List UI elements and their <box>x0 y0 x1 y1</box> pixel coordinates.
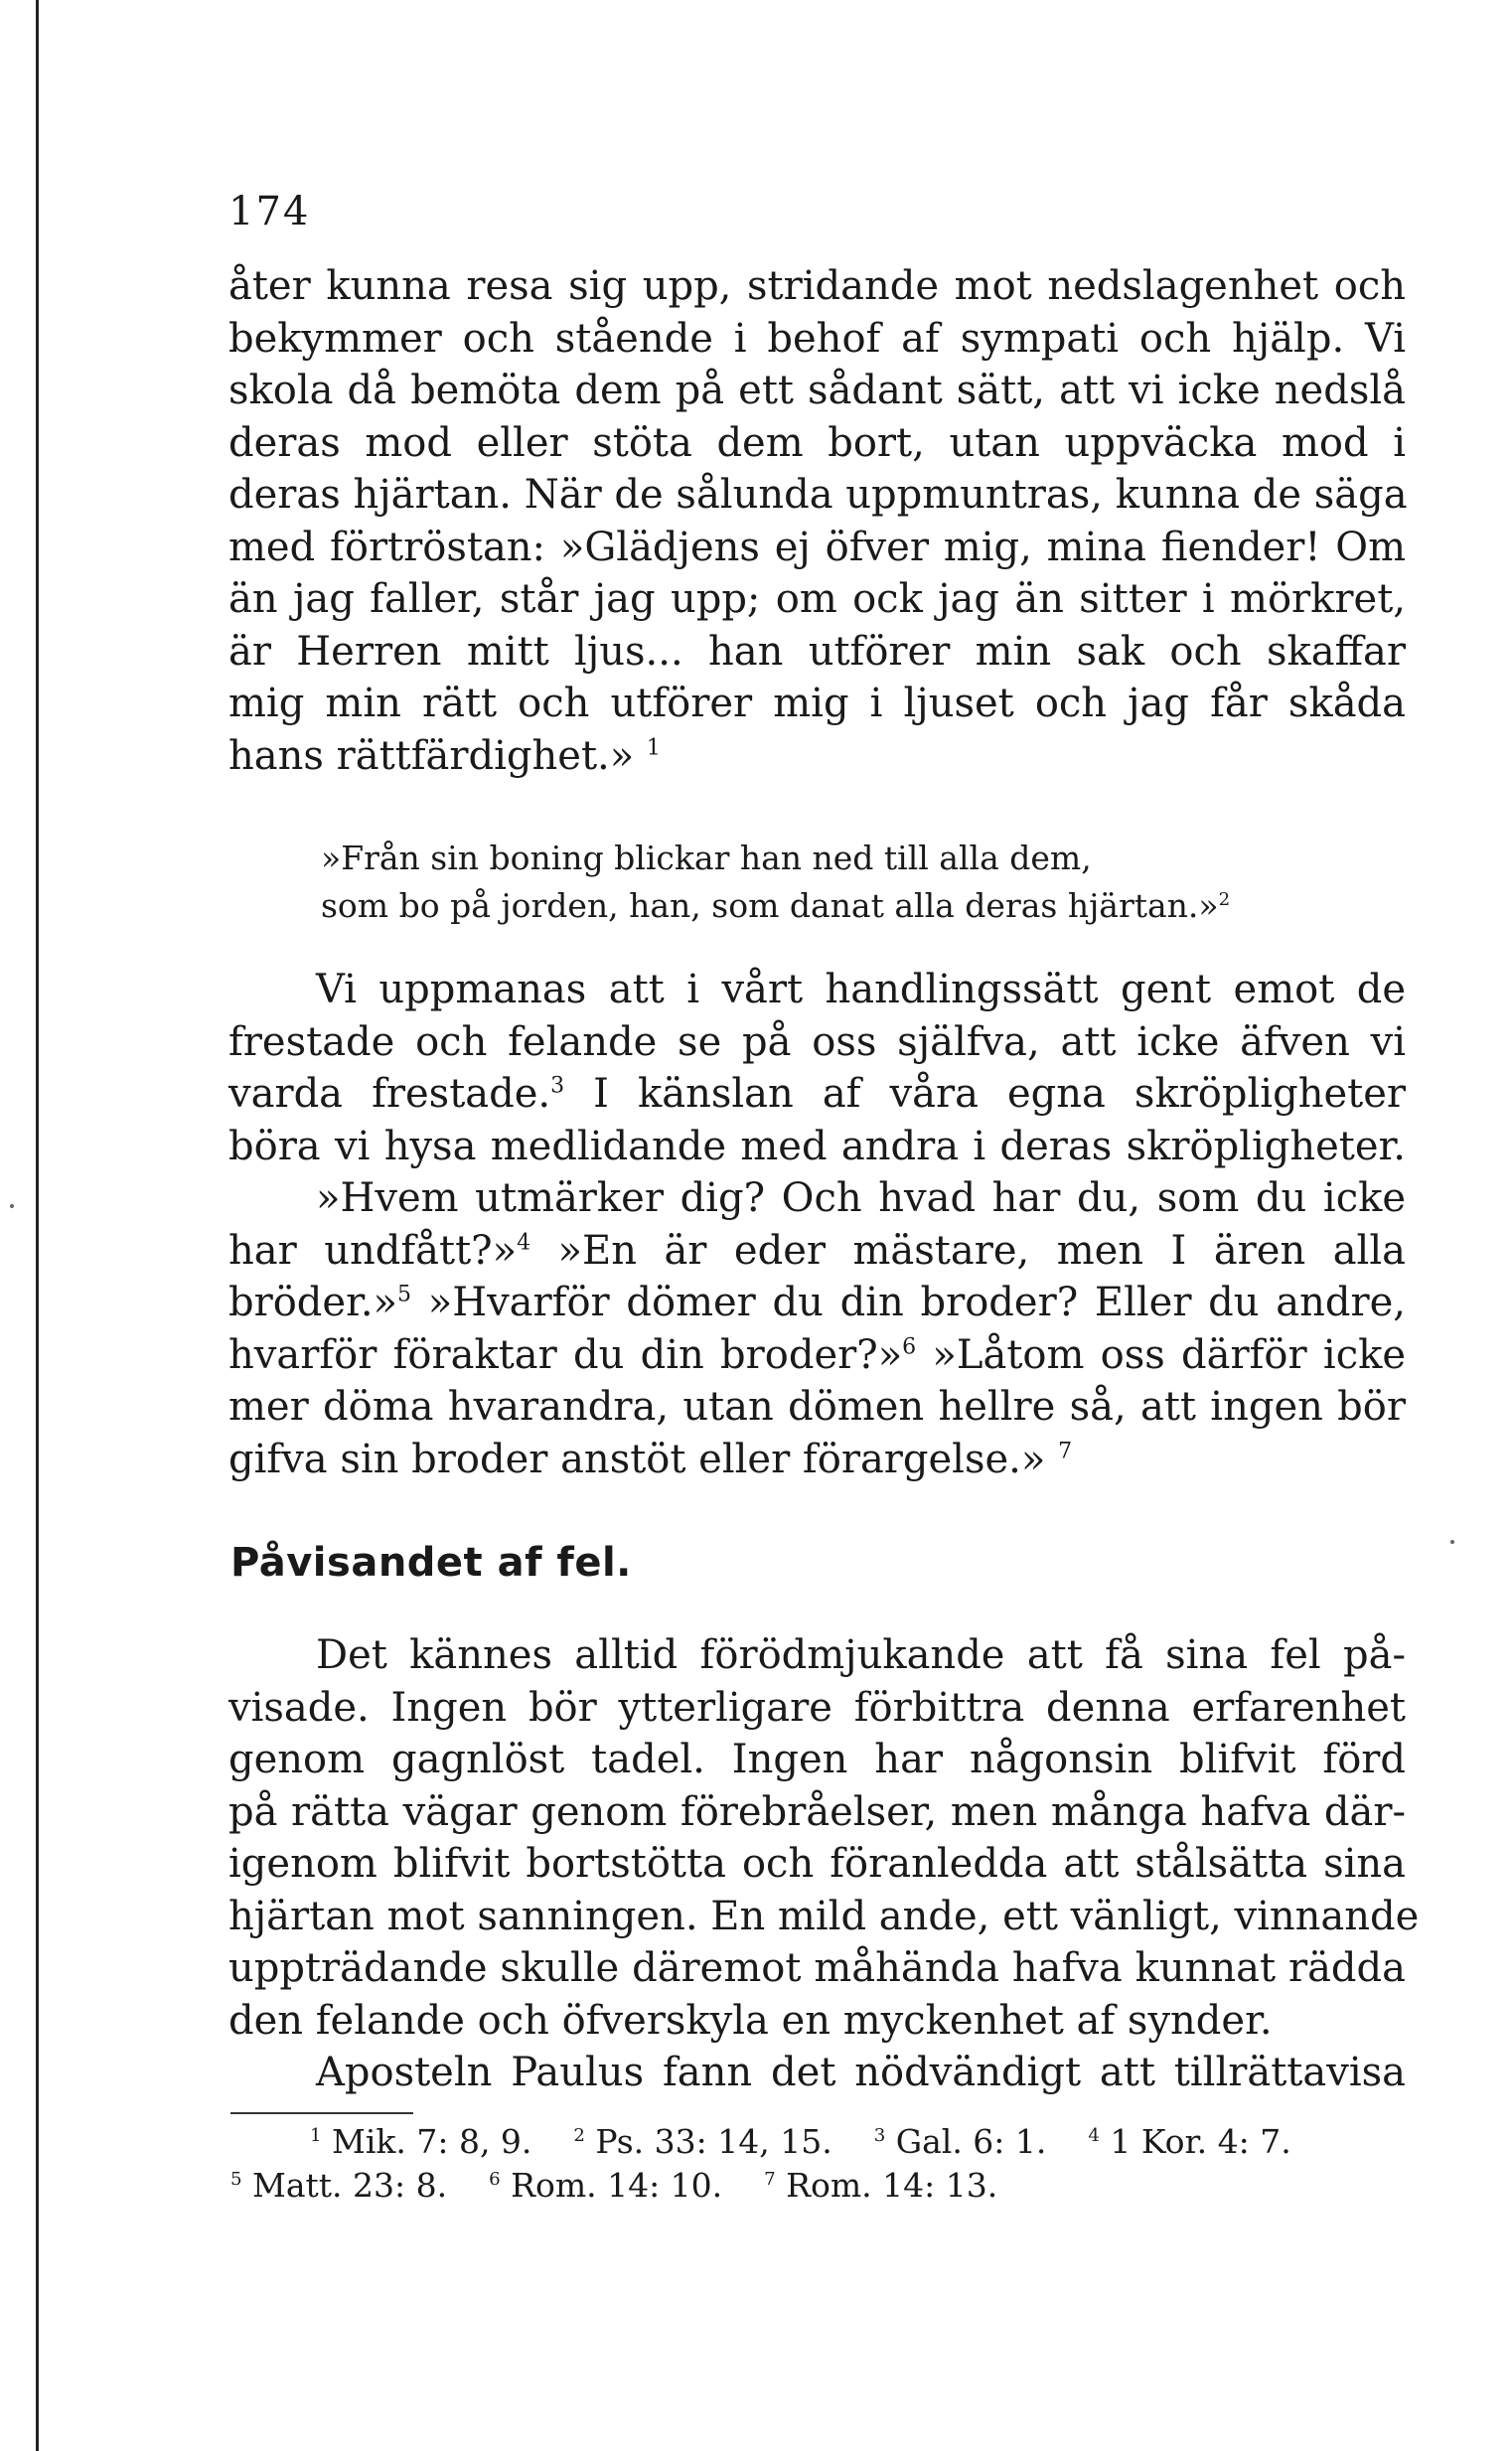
footnote-line <box>230 2120 1408 2164</box>
text-line: igenom blifvit bortstötta och föranledda att stålsätta sina <box>228 1841 1406 1887</box>
text-line <box>228 730 1406 783</box>
text-segment: varda frestade. <box>228 1071 551 1117</box>
text-line: bekymmer och stående i behof af sympati och hjälp. Vi <box>228 315 1406 362</box>
text-segment: »Hvarför dömer du din broder? Eller du andre, <box>411 1280 1406 1325</box>
footnote-marker: 4 <box>517 1230 531 1256</box>
footnote-marker: 1 <box>646 735 661 761</box>
text-line: skola då bemöta dem på ett sådant sätt, att vi icke nedslå <box>228 368 1406 413</box>
text-segment: »Låtom oss därför icke <box>916 1331 1407 1378</box>
text-segment: gifva sin broder anstöt eller förargelse.» <box>228 1436 1046 1482</box>
paragraph-1 <box>228 260 1406 782</box>
section-heading: Påvisandet af fel. <box>230 1540 632 1586</box>
footnote-marker: 5 <box>397 1282 411 1307</box>
footnote-text: Matt. 23: 8. <box>241 2166 448 2205</box>
text-line: »Hvem utmärker dig? Och hvad har du, som du icke <box>316 1175 1406 1221</box>
bible-quote <box>321 835 1394 930</box>
footnote-divider <box>230 2112 413 2114</box>
footnote-number: 4 <box>1088 2125 1100 2146</box>
text-segment: har undfått?» <box>228 1227 518 1274</box>
paragraph-3 <box>228 1172 1406 1485</box>
text-line: Aposteln Paulus fann det nödvändigt att tillrättavisa <box>316 2050 1406 2095</box>
text-line <box>228 1225 1406 1278</box>
footnote-number: 5 <box>230 2169 242 2190</box>
text-line <box>228 1068 1406 1121</box>
text-line <box>228 1434 1406 1486</box>
footnote-text: Mik. 7: 8, 9. <box>321 2122 532 2161</box>
text-line: än jag faller, står jag upp; om ock jag än sitter i mörkret, <box>228 576 1406 622</box>
text-line: hjärtan mot sanningen. En mild ande, ett vänligt, vinnande <box>228 1893 1420 1939</box>
text-line: deras hjärtan. När de sålunda uppmuntras, kunna de säga <box>228 472 1408 518</box>
text-line <box>228 1277 1406 1329</box>
scan-speck <box>10 1204 14 1208</box>
footnote-text: Gal. 6: 1. <box>885 2122 1047 2161</box>
paragraph-4 <box>228 1629 1420 2047</box>
text-line: på rätta vägar genom förebråelser, men många hafva där- <box>228 1788 1406 1835</box>
page-number: 174 <box>228 189 311 234</box>
footnote-number: 2 <box>573 2125 585 2146</box>
text-line <box>228 1329 1406 1382</box>
text-line: deras mod eller stöta dem bort, utan uppväcka mod i <box>228 419 1406 466</box>
text-segment: som bo på jorden, han, som danat alla deras hjärtan.» <box>321 886 1219 925</box>
paragraph-5 <box>228 2047 1406 2099</box>
footnote-number: 7 <box>764 2169 776 2190</box>
footnote-marker: 7 <box>1058 1439 1073 1464</box>
text-line: den felande och öfverskyla en myckenhet af synder. <box>228 1997 1273 2044</box>
text-line: mer döma hvarandra, utan dömen hellre så, att ingen bör <box>228 1384 1406 1430</box>
footnote-marker: 3 <box>550 1073 565 1099</box>
quote-line <box>321 882 1394 930</box>
text-segment: bröder.» <box>228 1280 397 1325</box>
text-line: mig min rätt och utförer mig i ljuset och jag får skåda <box>228 681 1406 726</box>
footnote-line <box>230 2164 1408 2208</box>
footnote-text: Rom. 14: 13. <box>775 2166 998 2205</box>
paragraph-2 <box>228 964 1406 1172</box>
scan-speck <box>1450 1540 1454 1544</box>
footnote-text: 1 Kor. 4: 7. <box>1099 2122 1291 2161</box>
text-segment: I känslan af våra egna skröpligheter <box>564 1071 1406 1117</box>
footnote-number: 1 <box>310 2125 322 2146</box>
footnote-number: 6 <box>489 2169 501 2190</box>
text-line: uppträdande skulle däremot måhända hafva kunnat rädda <box>228 1945 1406 1991</box>
text-line: visade. Ingen bör ytterligare förbittra denna erfarenhet <box>228 1684 1406 1731</box>
text-line: böra vi hysa medlidande med andra i deras skröpligheter. <box>228 1123 1406 1169</box>
text-line: är Herren mitt ljus... han utförer min sak och skaffar <box>228 628 1406 675</box>
quote-line: »Från sin boning blickar han ned till alla dem, <box>321 839 1092 877</box>
footnote-number: 3 <box>873 2125 886 2146</box>
text-segment: hans rättfärdighet.» <box>228 732 635 779</box>
text-line: genom gagnlöst tadel. Ingen har någonsin blifvit förd <box>228 1737 1406 1782</box>
footnote-text: Rom. 14: 10. <box>500 2166 723 2205</box>
footnote-marker: 6 <box>902 1334 917 1360</box>
text-line: frestade och felande se på oss själfva, att icke äfven vi <box>228 1018 1406 1065</box>
text-line: Vi uppmanas att i vårt handlingssätt gent emot de <box>316 967 1406 1012</box>
page-edge-rule <box>36 0 39 2451</box>
footnote-text: Ps. 33: 14, 15. <box>584 2122 832 2161</box>
text-segment: hvarför föraktar du din broder?» <box>228 1331 903 1378</box>
footnote-marker: 2 <box>1218 889 1231 910</box>
text-line: Det kännes alltid förödmjukande att få sina fel på- <box>316 1632 1406 1678</box>
footnotes <box>230 2120 1408 2208</box>
text-line: med förtröstan: »Glädjens ej öfver mig, mina fiender! Om <box>228 524 1406 570</box>
text-line: åter kunna resa sig upp, stridande mot nedslagenhet och <box>228 263 1406 309</box>
text-segment: »En är eder mästare, men I ären alla <box>530 1227 1406 1274</box>
